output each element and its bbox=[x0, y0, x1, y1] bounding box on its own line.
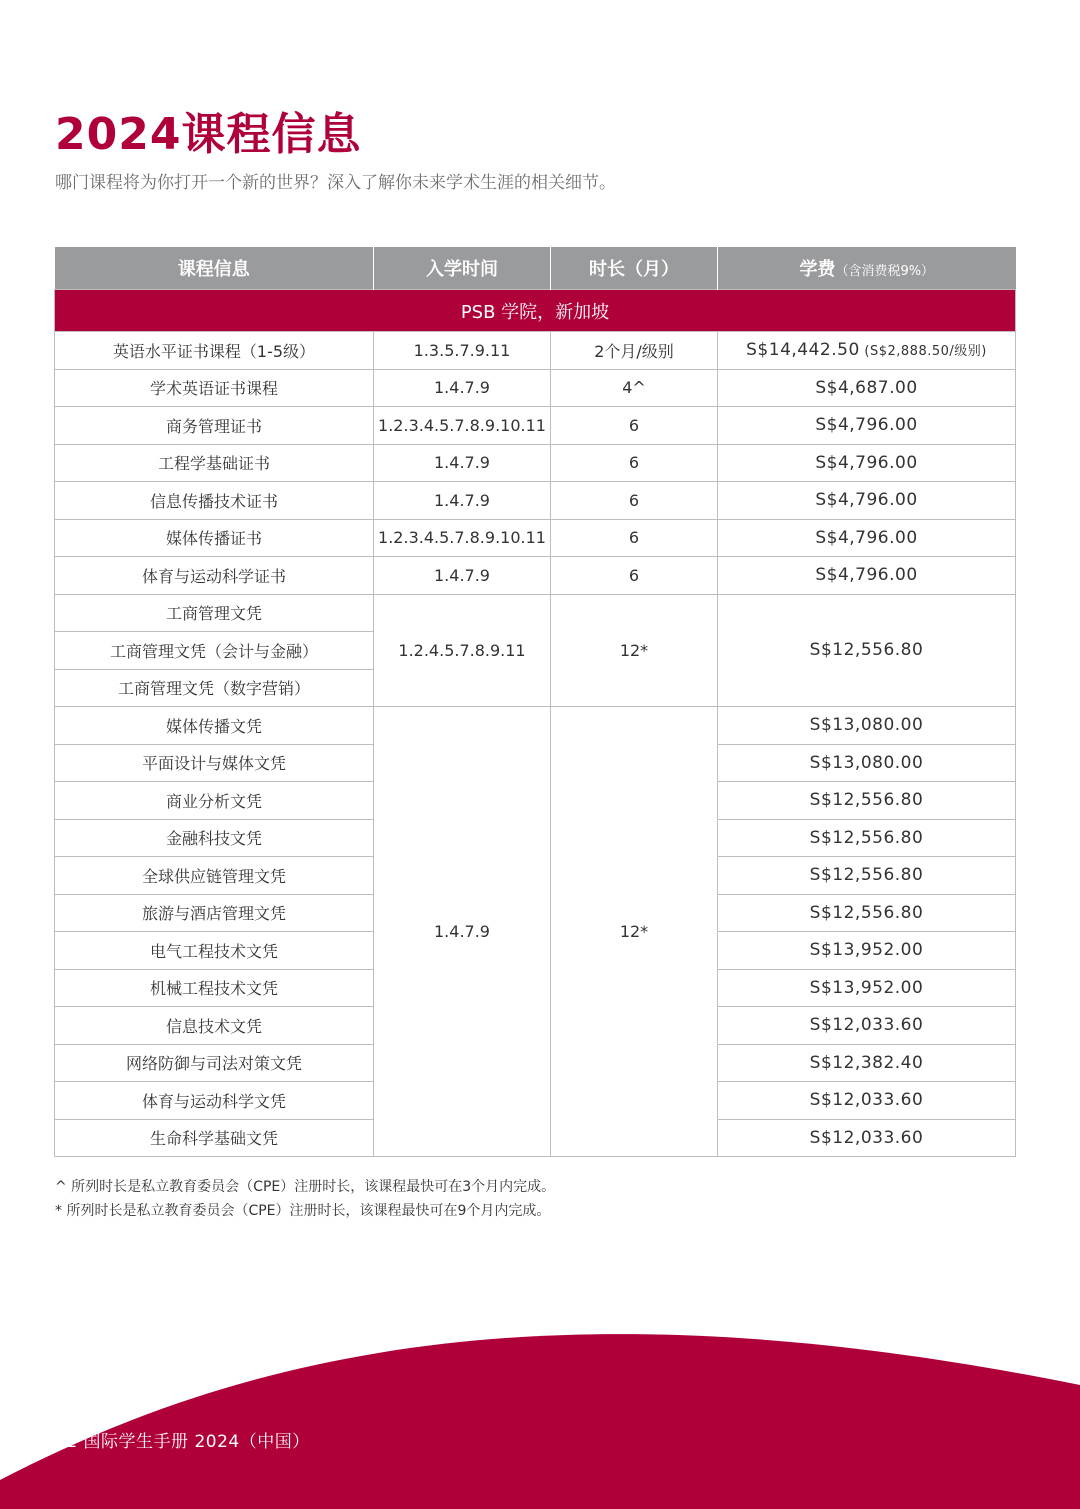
tuition-fee: S$4,687.00 bbox=[718, 369, 1016, 407]
duration: 6 bbox=[551, 519, 718, 557]
duration: 6 bbox=[551, 444, 718, 482]
tuition-fee: S$4,796.00 bbox=[718, 482, 1016, 520]
section-row bbox=[55, 290, 1016, 332]
footnote-caret: ^ 所列时长是私立教育委员会（CPE）注册时长，该课程最快可在3个月内完成。 bbox=[55, 1179, 556, 1195]
intake-months: 1.3.5.7.9.11 bbox=[374, 332, 551, 370]
footer-wave-banner bbox=[0, 1290, 1080, 1509]
table-row bbox=[55, 707, 1016, 745]
course-name: 平面设计与媒体文凭 bbox=[55, 744, 374, 782]
course-name: 学术英语证书课程 bbox=[55, 369, 374, 407]
course-name: 网络防御与司法对策文凭 bbox=[55, 1044, 374, 1082]
tuition-fee: S$12,556.80 bbox=[718, 782, 1016, 820]
intake-months: 1.2.3.4.5.7.8.9.10.11 bbox=[374, 407, 551, 445]
tuition-fee: S$12,556.80 bbox=[718, 894, 1016, 932]
course-name: 生命科学基础文凭 bbox=[55, 1119, 374, 1157]
table-header-row bbox=[55, 247, 1016, 290]
page-title: 2024课程信息 bbox=[55, 109, 362, 160]
course-table bbox=[54, 247, 1016, 1157]
course-name: 电气工程技术文凭 bbox=[55, 932, 374, 970]
tuition-fee: S$4,796.00 bbox=[718, 444, 1016, 482]
footnotes bbox=[55, 1175, 555, 1223]
course-name: 金融科技文凭 bbox=[55, 819, 374, 857]
course-name: 媒体传播文凭 bbox=[55, 707, 374, 745]
tuition-fee: S$12,556.80 bbox=[718, 857, 1016, 895]
course-name: 旅游与酒店管理文凭 bbox=[55, 894, 374, 932]
tuition-fee: S$12,033.60 bbox=[718, 1119, 1016, 1157]
tuition-fee bbox=[718, 332, 1016, 370]
table-row bbox=[55, 407, 1016, 445]
course-name: 信息传播技术证书 bbox=[55, 482, 374, 520]
header-fee-note: （含消费税9%） bbox=[835, 264, 935, 279]
tuition-fee-value: S$14,442.50 bbox=[746, 340, 860, 361]
intake-months: 1.4.7.9 bbox=[374, 444, 551, 482]
page-subtitle: 哪门课程将为你打开一个新的世界？深入了解你未来学术生涯的相关细节。 bbox=[55, 173, 616, 193]
table-row bbox=[55, 557, 1016, 595]
tuition-fee: S$12,033.60 bbox=[718, 1082, 1016, 1120]
table-row bbox=[55, 519, 1016, 557]
tuition-fee-note: (S$2,888.50/级别) bbox=[859, 344, 987, 360]
intake-months: 1.2.3.4.5.7.8.9.10.11 bbox=[374, 519, 551, 557]
tuition-fee: S$12,556.80 bbox=[718, 819, 1016, 857]
tuition-fee: S$13,952.00 bbox=[718, 932, 1016, 970]
table-row bbox=[55, 594, 1016, 632]
header-course: 课程信息 bbox=[55, 247, 374, 290]
intake-months: 1.4.7.9 bbox=[374, 482, 551, 520]
header-intake: 入学时间 bbox=[374, 247, 551, 290]
table-row bbox=[55, 444, 1016, 482]
course-name: 全球供应链管理文凭 bbox=[55, 857, 374, 895]
footer-page-label: 22 国际学生手册 2024（中国） bbox=[55, 1432, 310, 1452]
course-name: 工商管理文凭（会计与金融） bbox=[55, 632, 374, 670]
duration: 2个月/级别 bbox=[551, 332, 718, 370]
table-row bbox=[55, 332, 1016, 370]
course-name: 工商管理文凭 bbox=[55, 594, 374, 632]
intake-months: 1.2.4.5.7.8.9.11 bbox=[374, 594, 551, 707]
intake-months: 1.4.7.9 bbox=[374, 557, 551, 595]
course-name: 英语水平证书课程（1-5级） bbox=[55, 332, 374, 370]
course-name: 商业分析文凭 bbox=[55, 782, 374, 820]
duration: 6 bbox=[551, 557, 718, 595]
course-name: 工商管理文凭（数字营销） bbox=[55, 669, 374, 707]
tuition-fee: S$12,556.80 bbox=[718, 594, 1016, 707]
duration: 6 bbox=[551, 482, 718, 520]
duration: 4^ bbox=[551, 369, 718, 407]
duration: 6 bbox=[551, 407, 718, 445]
tuition-fee: S$13,080.00 bbox=[718, 744, 1016, 782]
section-title: PSB 学院，新加坡 bbox=[55, 290, 1016, 332]
tuition-fee: S$4,796.00 bbox=[718, 407, 1016, 445]
intake-months: 1.4.7.9 bbox=[374, 369, 551, 407]
duration: 12* bbox=[551, 707, 718, 1157]
course-name: 信息技术文凭 bbox=[55, 1007, 374, 1045]
course-name: 体育与运动科学文凭 bbox=[55, 1082, 374, 1120]
course-name: 机械工程技术文凭 bbox=[55, 969, 374, 1007]
course-name: 工程学基础证书 bbox=[55, 444, 374, 482]
course-name: 商务管理证书 bbox=[55, 407, 374, 445]
header-fee bbox=[718, 247, 1016, 290]
table-row bbox=[55, 482, 1016, 520]
course-name: 媒体传播证书 bbox=[55, 519, 374, 557]
duration: 12* bbox=[551, 594, 718, 707]
tuition-fee: S$12,033.60 bbox=[718, 1007, 1016, 1045]
tuition-fee: S$13,080.00 bbox=[718, 707, 1016, 745]
header-duration: 时长（月） bbox=[551, 247, 718, 290]
header-fee-label: 学费 bbox=[799, 259, 836, 280]
course-name: 体育与运动科学证书 bbox=[55, 557, 374, 595]
tuition-fee: S$4,796.00 bbox=[718, 557, 1016, 595]
footnote-asterisk: * 所列时长是私立教育委员会（CPE）注册时长，该课程最快可在9个月内完成。 bbox=[55, 1203, 551, 1219]
intake-months: 1.4.7.9 bbox=[374, 707, 551, 1157]
tuition-fee: S$12,382.40 bbox=[718, 1044, 1016, 1082]
tuition-fee: S$4,796.00 bbox=[718, 519, 1016, 557]
tuition-fee: S$13,952.00 bbox=[718, 969, 1016, 1007]
table-row bbox=[55, 369, 1016, 407]
